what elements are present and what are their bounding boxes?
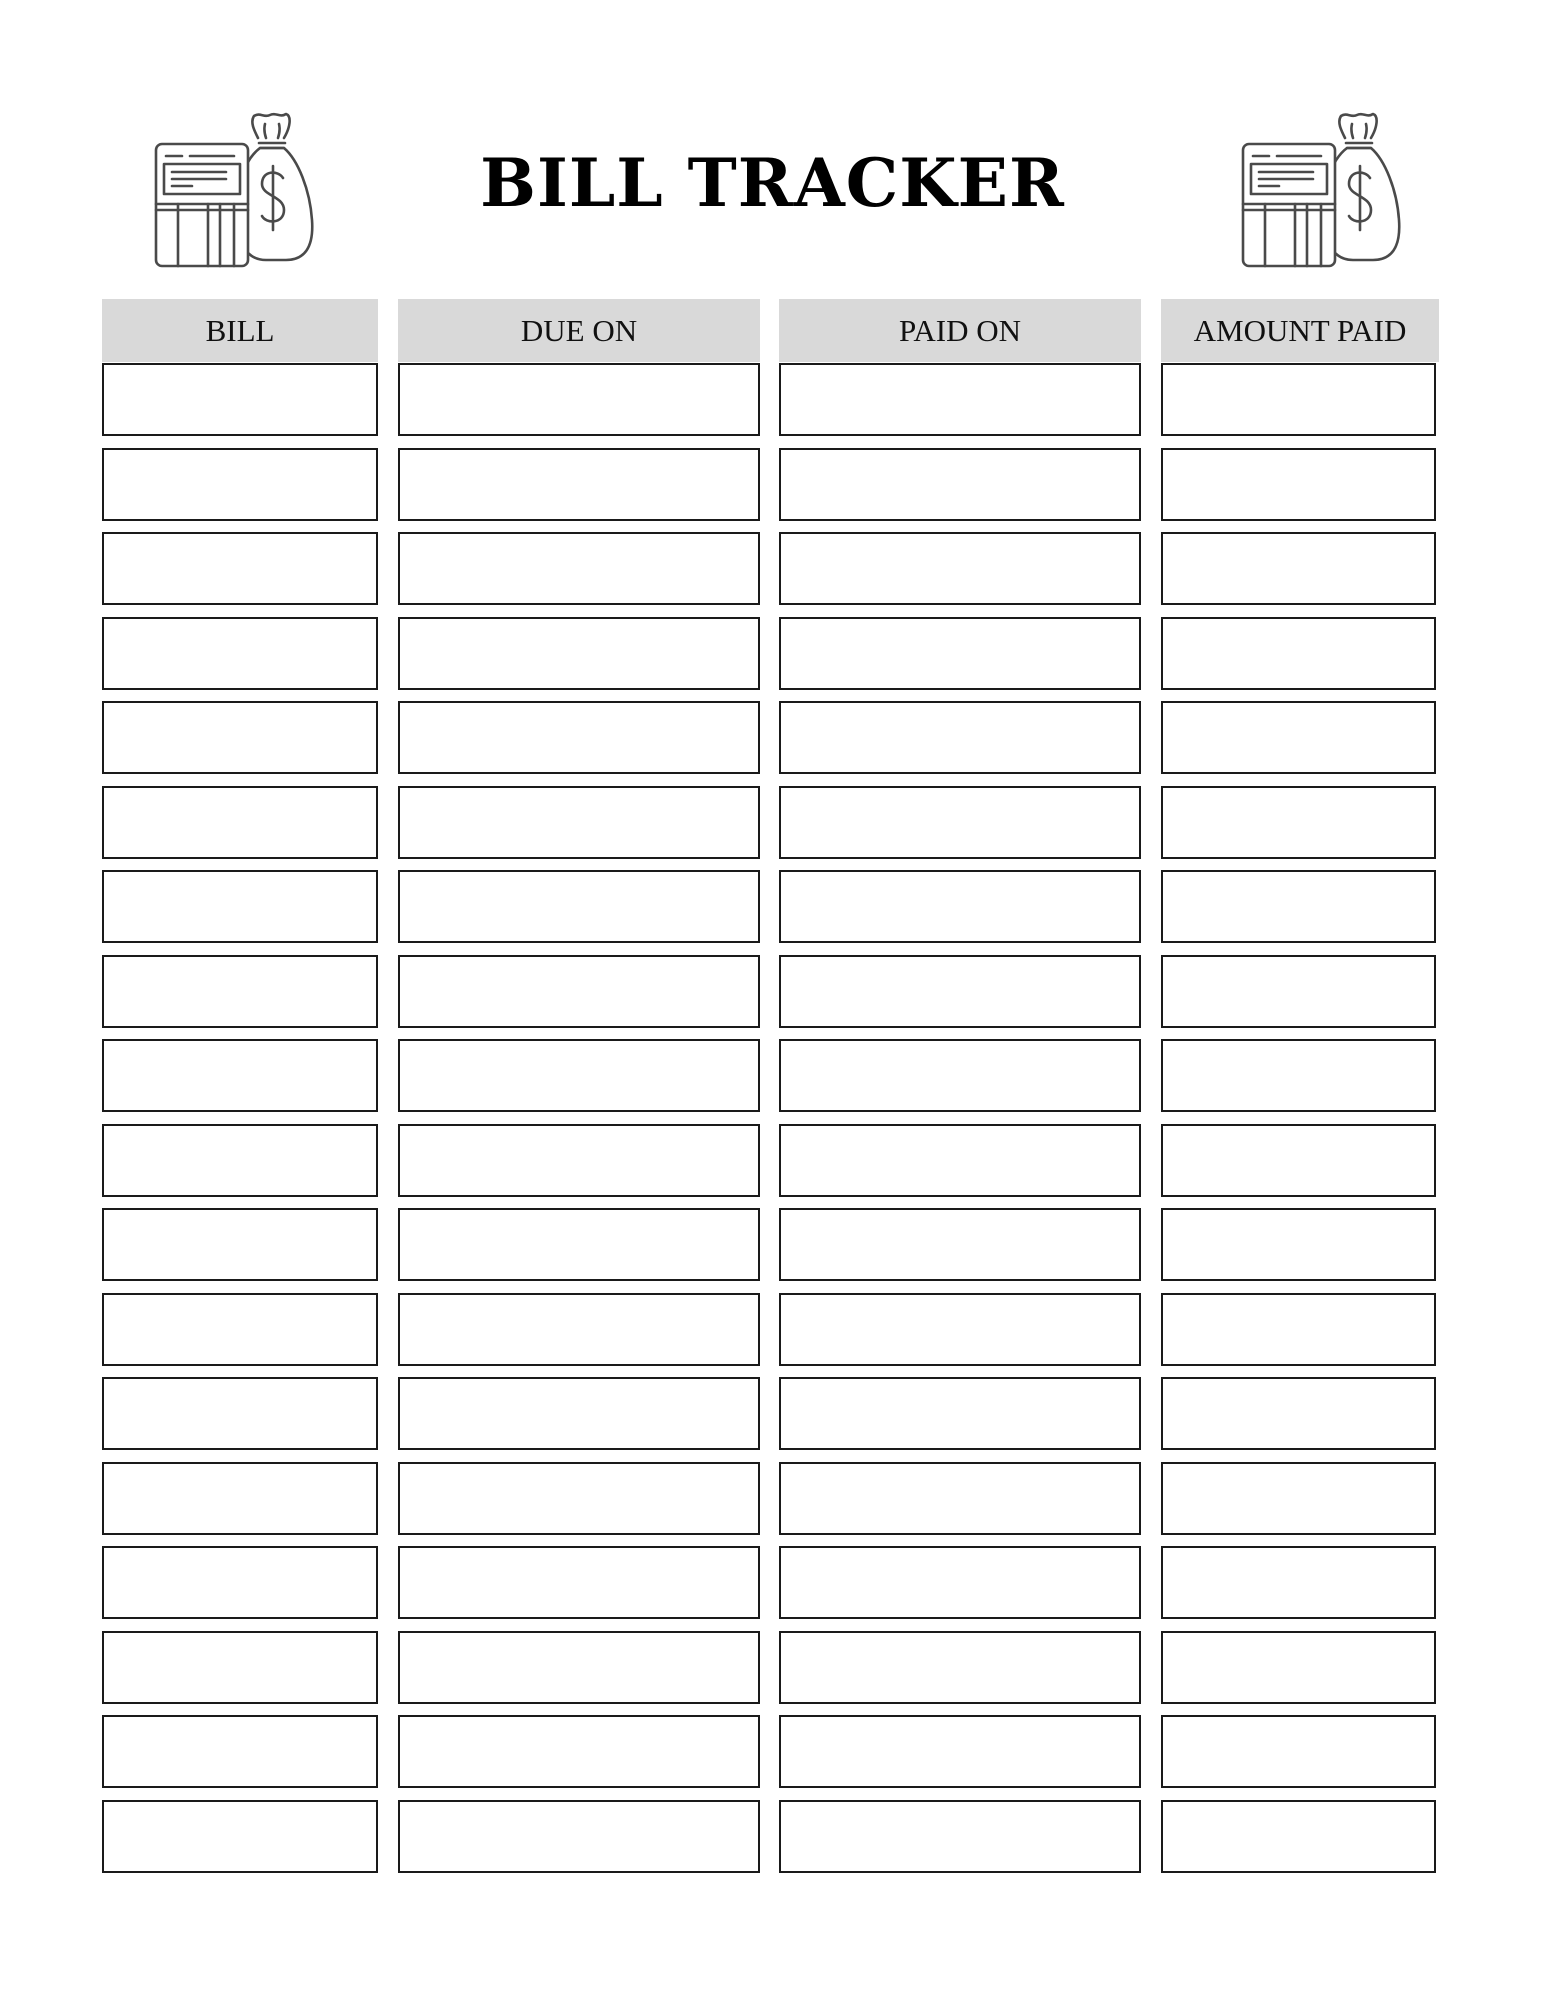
entry-cell[interactable] — [398, 1546, 760, 1619]
entry-cell[interactable] — [779, 786, 1141, 859]
entry-cell[interactable] — [1161, 786, 1436, 859]
entry-cell[interactable] — [398, 1124, 760, 1197]
entry-cell[interactable] — [398, 1208, 760, 1281]
entry-cell[interactable] — [779, 1039, 1141, 1112]
entry-cell[interactable] — [102, 1039, 378, 1112]
page-title: BILL TRACKER — [480, 144, 1065, 222]
entry-cell[interactable] — [398, 786, 760, 859]
entry-cell[interactable] — [779, 1124, 1141, 1197]
entry-cell[interactable] — [779, 532, 1141, 605]
entry-cell[interactable] — [779, 617, 1141, 690]
entry-cell[interactable] — [102, 786, 378, 859]
entry-cell[interactable] — [102, 1462, 378, 1535]
entry-cell[interactable] — [779, 1631, 1141, 1704]
entry-cell[interactable] — [398, 955, 760, 1028]
entry-cell[interactable] — [1161, 1800, 1436, 1873]
entry-cell[interactable] — [398, 1377, 760, 1450]
entry-cell[interactable] — [779, 363, 1141, 436]
entry-cell[interactable] — [102, 1208, 378, 1281]
entry-cell[interactable] — [779, 870, 1141, 943]
entry-cell[interactable] — [779, 448, 1141, 521]
entry-cell[interactable] — [1161, 532, 1436, 605]
entry-cell[interactable] — [1161, 1293, 1436, 1366]
bill-money-bag-icon — [1241, 100, 1406, 268]
column-amount-paid — [1161, 299, 1439, 362]
entry-cell[interactable] — [1161, 1462, 1436, 1535]
entry-cell[interactable] — [398, 1631, 760, 1704]
entry-cell[interactable] — [102, 448, 378, 521]
entry-cell[interactable] — [779, 1462, 1141, 1535]
entry-cell[interactable] — [779, 1293, 1141, 1366]
entry-cell[interactable] — [102, 1631, 378, 1704]
entry-cell[interactable] — [1161, 1208, 1436, 1281]
entry-cell[interactable] — [1161, 363, 1436, 436]
entry-cell[interactable] — [1161, 448, 1436, 521]
entry-cell[interactable] — [779, 1546, 1141, 1619]
entry-cell[interactable] — [102, 1293, 378, 1366]
entry-cell[interactable] — [1161, 1546, 1436, 1619]
entry-cell[interactable] — [398, 701, 760, 774]
entry-cell[interactable] — [102, 701, 378, 774]
entry-cell[interactable] — [398, 363, 760, 436]
entry-cell[interactable] — [102, 617, 378, 690]
entry-cell[interactable] — [1161, 1377, 1436, 1450]
column-paid-on — [779, 299, 1141, 362]
entry-cell[interactable] — [1161, 1715, 1436, 1788]
entry-cell[interactable] — [102, 1800, 378, 1873]
column-header-paid-on: PAID ON — [779, 299, 1141, 362]
entry-cell[interactable] — [102, 1377, 378, 1450]
entry-cell[interactable] — [398, 532, 760, 605]
entry-cell[interactable] — [102, 532, 378, 605]
column-bill — [102, 299, 378, 362]
entry-cell[interactable] — [102, 363, 378, 436]
entry-cell[interactable] — [1161, 870, 1436, 943]
entry-cell[interactable] — [102, 870, 378, 943]
column-header-due-on: DUE ON — [398, 299, 760, 362]
column-due-on — [398, 299, 760, 362]
entry-cell[interactable] — [779, 701, 1141, 774]
entry-cell[interactable] — [102, 955, 378, 1028]
entry-cell[interactable] — [1161, 1039, 1436, 1112]
entry-cell[interactable] — [779, 1800, 1141, 1873]
entry-cell[interactable] — [779, 955, 1141, 1028]
entry-cell[interactable] — [102, 1124, 378, 1197]
entry-cell[interactable] — [1161, 617, 1436, 690]
entry-cell[interactable] — [398, 448, 760, 521]
entry-cell[interactable] — [1161, 1124, 1436, 1197]
entry-cell[interactable] — [398, 1039, 760, 1112]
entry-cell[interactable] — [398, 617, 760, 690]
entry-cell[interactable] — [398, 1800, 760, 1873]
column-header-amount-paid: AMOUNT PAID — [1161, 299, 1439, 362]
entry-cell[interactable] — [398, 1293, 760, 1366]
entry-cell[interactable] — [779, 1208, 1141, 1281]
entry-cell[interactable] — [398, 870, 760, 943]
entry-cell[interactable] — [1161, 701, 1436, 774]
entry-cell[interactable] — [398, 1715, 760, 1788]
entry-cell[interactable] — [1161, 1631, 1436, 1704]
entry-cell[interactable] — [1161, 955, 1436, 1028]
column-header-bill: BILL — [102, 299, 378, 362]
entry-cell[interactable] — [779, 1377, 1141, 1450]
entry-cell[interactable] — [779, 1715, 1141, 1788]
entry-cell[interactable] — [102, 1715, 378, 1788]
entry-cell[interactable] — [398, 1462, 760, 1535]
entry-cell[interactable] — [102, 1546, 378, 1619]
